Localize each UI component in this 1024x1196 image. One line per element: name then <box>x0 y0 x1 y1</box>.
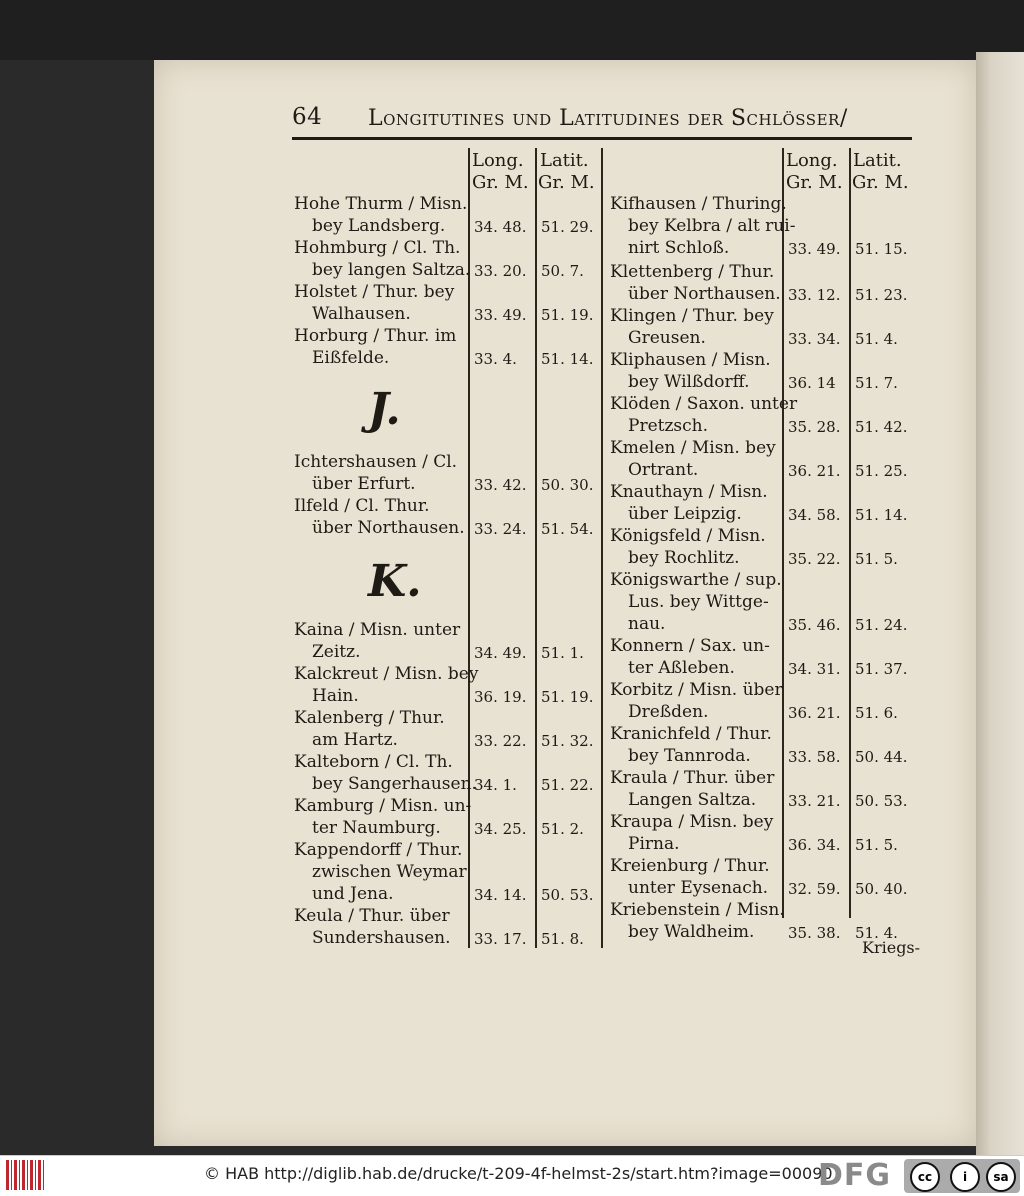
right-longitude-value: 36. 21. <box>788 704 841 722</box>
left-entry-line: Kalckreut / Misn. bey <box>294 664 479 684</box>
right-entry-line: Klingen / Thur. bey <box>610 306 774 326</box>
right-entry-line: Lus. bey Wittge- <box>628 592 769 612</box>
left-latitude-value: 51. 19. <box>541 688 594 706</box>
left-entry-line: bey Sangerhausen. <box>312 774 477 794</box>
right-entry-line: Langen Saltza. <box>628 790 757 810</box>
right-latitude-value: 51. 24. <box>855 616 908 634</box>
left-entry-line: Kaina / Misn. unter <box>294 620 461 640</box>
dfg-logo: DFG <box>818 1158 892 1193</box>
left-latitude-value: 51. 8. <box>541 930 584 948</box>
right-longitude-value: 36. 34. <box>788 836 841 854</box>
left-longitude-value: 34. 48. <box>474 218 527 236</box>
left-entry-line: bey Landsberg. <box>312 216 446 236</box>
right-entry-line: Korbitz / Misn. über <box>610 680 783 700</box>
left-entry-line: Hohe Thurm / Misn. <box>294 194 468 214</box>
left-entry-line: Kalteborn / Cl. Th. <box>294 752 453 772</box>
left-longitude-value: 36. 19. <box>474 688 527 706</box>
right-latitude-value: 50. 40. <box>855 880 908 898</box>
viewer-footer <box>0 1155 1024 1196</box>
left-longitude-value: 33. 20. <box>474 262 527 280</box>
right-entry-line: Klöden / Saxon. unter <box>610 394 798 414</box>
left-entry-line: über Erfurt. <box>312 474 416 494</box>
right-entry-line: Greusen. <box>628 328 706 348</box>
unit-heading-left-long: Gr. M. <box>472 172 529 193</box>
right-entry-line: Kreienburg / Thur. <box>610 856 770 876</box>
left-latitude-value: 51. 22. <box>541 776 594 794</box>
left-entry-line: Hain. <box>312 686 359 706</box>
left-entry-line: und Jena. <box>312 884 394 904</box>
right-entry-line: Dreßden. <box>628 702 709 722</box>
section-letter-k: K. <box>368 556 422 607</box>
left-latitude-value: 50. 30. <box>541 476 594 494</box>
right-longitude-value: 32. 59. <box>788 880 841 898</box>
right-longitude-value: 33. 34. <box>788 330 841 348</box>
right-entry-line: unter Eysenach. <box>628 878 769 898</box>
right-entry-line: Klettenberg / Thur. <box>610 262 775 282</box>
left-entry-line: ter Naumburg. <box>312 818 441 838</box>
right-entry-line: Pretzsch. <box>628 416 709 436</box>
right-latitude-value: 50. 53. <box>855 792 908 810</box>
right-latitude-value: 51. 25. <box>855 462 908 480</box>
right-longitude-value: 35. 28. <box>788 418 841 436</box>
page-number: 64 <box>292 104 323 130</box>
left-longitude-value: 33. 22. <box>474 732 527 750</box>
right-entry-line: Kliphausen / Misn. <box>610 350 771 370</box>
left-entry-line: Keula / Thur. über <box>294 906 450 926</box>
left-entry-line: zwischen Weymar <box>312 862 467 882</box>
left-latitude-value: 51. 54. <box>541 520 594 538</box>
left-latitude-value: 50. 7. <box>541 262 584 280</box>
right-entry-line: Kranichfeld / Thur. <box>610 724 772 744</box>
right-latitude-value: 51. 4. <box>855 924 898 942</box>
right-entry-line: bey Kelbra / alt rui- <box>628 216 796 236</box>
left-longitude-value: 34. 14. <box>474 886 527 904</box>
left-entry-line: Hohmburg / Cl. Th. <box>294 238 461 258</box>
left-latitude-value: 51. 29. <box>541 218 594 236</box>
right-entry-line: Königswarthe / sup. <box>610 570 782 590</box>
left-longitude-value: 34. 25. <box>474 820 527 838</box>
left-entry-line: Horburg / Thur. im <box>294 326 457 346</box>
right-latitude-value: 51. 14. <box>855 506 908 524</box>
left-entry-line: Walhausen. <box>312 304 411 324</box>
lat-heading-right: Latit. <box>853 150 902 171</box>
right-longitude-value: 33. 58. <box>788 748 841 766</box>
left-longitude-value: 34. 1. <box>474 776 517 794</box>
right-latitude-value: 51. 5. <box>855 836 898 854</box>
left-latitude-value: 51. 19. <box>541 306 594 324</box>
left-latitude-value: 50. 53. <box>541 886 594 904</box>
long-heading-right: Long. <box>786 150 838 171</box>
left-entry-line: Sundershausen. <box>312 928 451 948</box>
scan-background-top <box>0 0 1024 60</box>
right-longitude-value: 35. 38. <box>788 924 841 942</box>
running-title: Longitutines und Latitudines der Schlösser/ <box>368 106 848 131</box>
right-latitude-value: 51. 6. <box>855 704 898 722</box>
right-entry-line: Kriebenstein / Misn. <box>610 900 785 920</box>
left-longitude-value: 33. 42. <box>474 476 527 494</box>
right-longitude-value: 33. 49. <box>788 240 841 258</box>
copyright-link[interactable]: © HAB http://diglib.hab.de/drucke/t-209-4f-helmst-2s/start.htm?image=00090 <box>204 1164 833 1183</box>
left-entry-line: Kamburg / Misn. un- <box>294 796 472 816</box>
left-entry-line: Kappendorff / Thur. <box>294 840 463 860</box>
left-entry-line: am Hartz. <box>312 730 398 750</box>
right-longitude-value: 33. 21. <box>788 792 841 810</box>
long-heading-left: Long. <box>472 150 524 171</box>
header-rule <box>292 137 912 140</box>
right-latitude-value: 51. 4. <box>855 330 898 348</box>
left-longitude-value: 33. 4. <box>474 350 517 368</box>
right-latitude-value: 51. 15. <box>855 240 908 258</box>
left-latitude-value: 51. 32. <box>541 732 594 750</box>
page-header <box>292 100 914 134</box>
right-entry-line: nau. <box>628 614 666 634</box>
right-entry-line: Königsfeld / Misn. <box>610 526 766 546</box>
cc-license-badge[interactable] <box>904 1159 1020 1193</box>
left-entry-line: über Northausen. <box>312 518 465 538</box>
right-longitude-value: 34. 58. <box>788 506 841 524</box>
left-longitude-value: 33. 17. <box>474 930 527 948</box>
right-latitude-value: 51. 5. <box>855 550 898 568</box>
left-latitude-value: 51. 2. <box>541 820 584 838</box>
right-entry-line: über Leipzig. <box>628 504 742 524</box>
right-entry-line: bey Rochlitz. <box>628 548 740 568</box>
right-entry-line: Kmelen / Misn. bey <box>610 438 776 458</box>
left-latitude-value: 51. 14. <box>541 350 594 368</box>
right-latitude-value: 50. 44. <box>855 748 908 766</box>
right-longitude-value: 36. 21. <box>788 462 841 480</box>
cc-icon: cc <box>910 1162 940 1192</box>
left-longitude-value: 34. 49. <box>474 644 527 662</box>
right-entry-line: Knauthayn / Misn. <box>610 482 768 502</box>
left-entry-line: Zeitz. <box>312 642 361 662</box>
right-entry-line: Konnern / Sax. un- <box>610 636 770 656</box>
left-entry-line: Eißfelde. <box>312 348 390 368</box>
by-icon: i <box>950 1162 980 1192</box>
left-latitude-value: 51. 1. <box>541 644 584 662</box>
section-letter-j: J. <box>368 384 401 435</box>
right-longitude-value: 36. 14 <box>788 374 836 392</box>
right-latitude-value: 51. 23. <box>855 286 908 304</box>
left-longitude-value: 33. 49. <box>474 306 527 324</box>
left-entry-line: bey langen Saltza. <box>312 260 471 280</box>
left-longitude-value: 33. 24. <box>474 520 527 538</box>
column-rule <box>601 148 603 948</box>
right-longitude-value: 33. 12. <box>788 286 841 304</box>
right-entry-line: Ortrant. <box>628 460 699 480</box>
right-latitude-value: 51. 7. <box>855 374 898 392</box>
column-rule <box>782 148 784 918</box>
column-rule <box>849 148 851 918</box>
left-entry-line: Holstet / Thur. bey <box>294 282 455 302</box>
right-entry-line: ter Aßleben. <box>628 658 735 678</box>
lat-heading-left: Latit. <box>540 150 589 171</box>
right-latitude-value: 51. 42. <box>855 418 908 436</box>
left-entry-line: Ichtershausen / Cl. <box>294 452 458 472</box>
right-longitude-value: 35. 22. <box>788 550 841 568</box>
right-entry-line: Kraupa / Misn. bey <box>610 812 774 832</box>
right-entry-line: bey Wilßdorff. <box>628 372 750 392</box>
right-entry-line: Kifhausen / Thuring. <box>610 194 787 214</box>
catchword: Kriegs- <box>862 938 921 957</box>
column-rule <box>535 148 537 948</box>
unit-heading-right-lat: Gr. M. <box>852 172 909 193</box>
adjacent-page-edge <box>976 52 1024 1162</box>
right-entry-line: bey Tannroda. <box>628 746 751 766</box>
right-longitude-value: 35. 46. <box>788 616 841 634</box>
right-entry-line: über Northausen. <box>628 284 781 304</box>
left-entry-line: Kalenberg / Thur. <box>294 708 445 728</box>
library-logo-icon <box>6 1160 46 1190</box>
right-entry-line: Kraula / Thur. über <box>610 768 775 788</box>
right-entry-line: nirt Schloß. <box>628 238 730 258</box>
right-latitude-value: 51. 37. <box>855 660 908 678</box>
right-longitude-value: 34. 31. <box>788 660 841 678</box>
unit-heading-right-long: Gr. M. <box>786 172 843 193</box>
right-entry-line: Pirna. <box>628 834 680 854</box>
unit-heading-left-lat: Gr. M. <box>538 172 595 193</box>
left-entry-line: Ilfeld / Cl. Thur. <box>294 496 430 516</box>
right-entry-line: bey Waldheim. <box>628 922 755 942</box>
sa-icon: sa <box>986 1162 1016 1192</box>
